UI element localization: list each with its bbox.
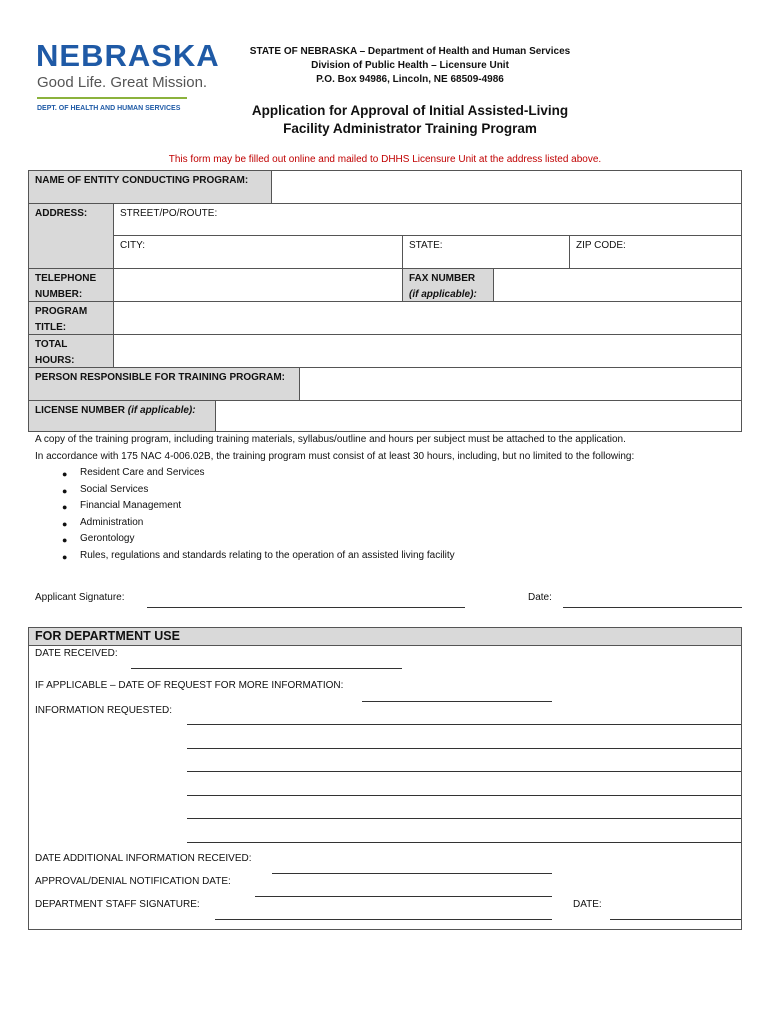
telephone-field[interactable] bbox=[113, 268, 403, 302]
info-requested-line[interactable] bbox=[187, 724, 741, 725]
topic-item: Administration bbox=[80, 517, 144, 528]
responsible-person-label: PERSON RESPONSIBLE FOR TRAINING PROGRAM: bbox=[28, 367, 300, 401]
program-title-label-line-1: PROGRAM bbox=[35, 306, 88, 317]
telephone-label-line-2: NUMBER: bbox=[35, 289, 83, 300]
street-field[interactable] bbox=[113, 203, 742, 236]
topic-item: Social Services bbox=[80, 484, 149, 495]
topic-item: Rules, regulations and standards relating to the operation of an assisted living facility bbox=[80, 550, 455, 561]
state-field[interactable] bbox=[402, 235, 570, 269]
fax-label-line-2: (if applicable): bbox=[409, 289, 477, 300]
applicant-date-line[interactable] bbox=[563, 607, 742, 608]
staff-signature-label: DEPARTMENT STAFF SIGNATURE: bbox=[35, 899, 200, 910]
topic-item: Resident Care and Services bbox=[80, 467, 205, 478]
staff-date-label: DATE: bbox=[573, 899, 602, 910]
additional-info-received-label: DATE ADDITIONAL INFORMATION RECEIVED: bbox=[35, 853, 252, 864]
zip-label: ZIP CODE: bbox=[576, 240, 626, 251]
applicant-signature-line[interactable] bbox=[147, 607, 465, 608]
license-number-label bbox=[28, 400, 216, 432]
applicant-signature-label: Applicant Signature: bbox=[35, 592, 125, 603]
filing-notice: This form may be filled out online and mailed to DHHS Licensure Unit at the address listed above. bbox=[168, 154, 602, 165]
bullet-icon: ● bbox=[62, 502, 68, 512]
staff-date-line[interactable] bbox=[610, 919, 741, 920]
entity-label: NAME OF ENTITY CONDUCTING PROGRAM: bbox=[28, 170, 272, 204]
nebraska-logo-wordmark: NEBRASKA bbox=[36, 38, 220, 73]
street-label: STREET/PO/ROUTE: bbox=[120, 208, 218, 219]
program-title-label bbox=[28, 301, 114, 335]
topic-item: Financial Management bbox=[80, 500, 182, 511]
date-received-label: DATE RECEIVED: bbox=[35, 648, 118, 659]
form-title-line-1: Application for Approval of Initial Assisted-Living bbox=[251, 103, 569, 118]
agency-line-1: STATE OF NEBRASKA – Department of Health and Human Services bbox=[249, 46, 571, 57]
city-field[interactable] bbox=[113, 235, 403, 269]
info-requested-line[interactable] bbox=[187, 771, 741, 772]
approval-date-line[interactable] bbox=[255, 896, 552, 897]
form-title-line-2: Facility Administrator Training Program bbox=[283, 121, 537, 136]
program-title-field[interactable] bbox=[113, 301, 742, 335]
total-hours-label bbox=[28, 334, 114, 368]
total-hours-label-line-2: HOURS: bbox=[35, 355, 75, 366]
logo-rule bbox=[37, 97, 187, 99]
state-label: STATE: bbox=[409, 240, 443, 251]
request-date-line[interactable] bbox=[362, 701, 552, 702]
license-number-label-text: LICENSE NUMBER bbox=[35, 405, 126, 416]
topic-item: Gerontology bbox=[80, 533, 135, 544]
fax-label-line-1: FAX NUMBER bbox=[409, 273, 476, 284]
date-received-line[interactable] bbox=[131, 668, 402, 669]
license-number-field[interactable] bbox=[215, 400, 742, 432]
info-requested-line[interactable] bbox=[187, 795, 741, 796]
zip-field[interactable] bbox=[569, 235, 742, 269]
agency-address: P.O. Box 94986, Lincoln, NE 68509-4986 bbox=[316, 74, 504, 85]
fax-field[interactable] bbox=[493, 268, 742, 302]
info-requested-line[interactable] bbox=[187, 842, 741, 843]
total-hours-field[interactable] bbox=[113, 334, 742, 368]
agency-line-2: Division of Public Health – Licensure Unit bbox=[311, 60, 509, 71]
additional-info-received-line[interactable] bbox=[272, 873, 552, 874]
entity-name-field[interactable] bbox=[271, 170, 742, 204]
logo-dept-name: DEPT. OF HEALTH AND HUMAN SERVICES bbox=[37, 105, 181, 112]
bullet-icon: ● bbox=[62, 486, 68, 496]
bullet-icon: ● bbox=[62, 535, 68, 545]
approval-date-label: APPROVAL/DENIAL NOTIFICATION DATE: bbox=[35, 876, 231, 887]
program-title-label-line-2: TITLE: bbox=[35, 322, 67, 333]
telephone-label bbox=[28, 268, 114, 302]
request-date-label: IF APPLICABLE – DATE OF REQUEST FOR MORE INFORMATION: bbox=[35, 680, 344, 691]
telephone-label-line-1: TELEPHONE bbox=[35, 273, 97, 284]
staff-signature-line[interactable] bbox=[215, 919, 552, 920]
bullet-icon: ● bbox=[62, 552, 68, 562]
info-requested-line[interactable] bbox=[187, 818, 741, 819]
department-use-heading: FOR DEPARTMENT USE bbox=[28, 627, 742, 646]
logo-tagline: Good Life. Great Mission. bbox=[37, 74, 208, 91]
city-label: CITY: bbox=[120, 240, 146, 251]
total-hours-label-line-1: TOTAL bbox=[35, 339, 68, 350]
responsible-person-field[interactable] bbox=[299, 367, 742, 401]
fax-label bbox=[402, 268, 494, 302]
license-number-label-suffix: (if applicable): bbox=[127, 405, 196, 416]
applicant-date-label: Date: bbox=[528, 592, 552, 603]
bullet-icon: ● bbox=[62, 469, 68, 479]
info-requested-line[interactable] bbox=[187, 748, 741, 749]
address-label: ADDRESS: bbox=[28, 203, 114, 269]
instructions-attachment: A copy of the training program, including training materials, syllabus/outline and hours per subject must be attached to the application. bbox=[35, 434, 626, 445]
instructions-requirement: In accordance with 175 NAC 4-006.02B, the training program must consist of at least 30 hours, including, but no limited to the following: bbox=[35, 451, 635, 462]
info-requested-label: INFORMATION REQUESTED: bbox=[35, 705, 173, 716]
bullet-icon: ● bbox=[62, 519, 68, 529]
